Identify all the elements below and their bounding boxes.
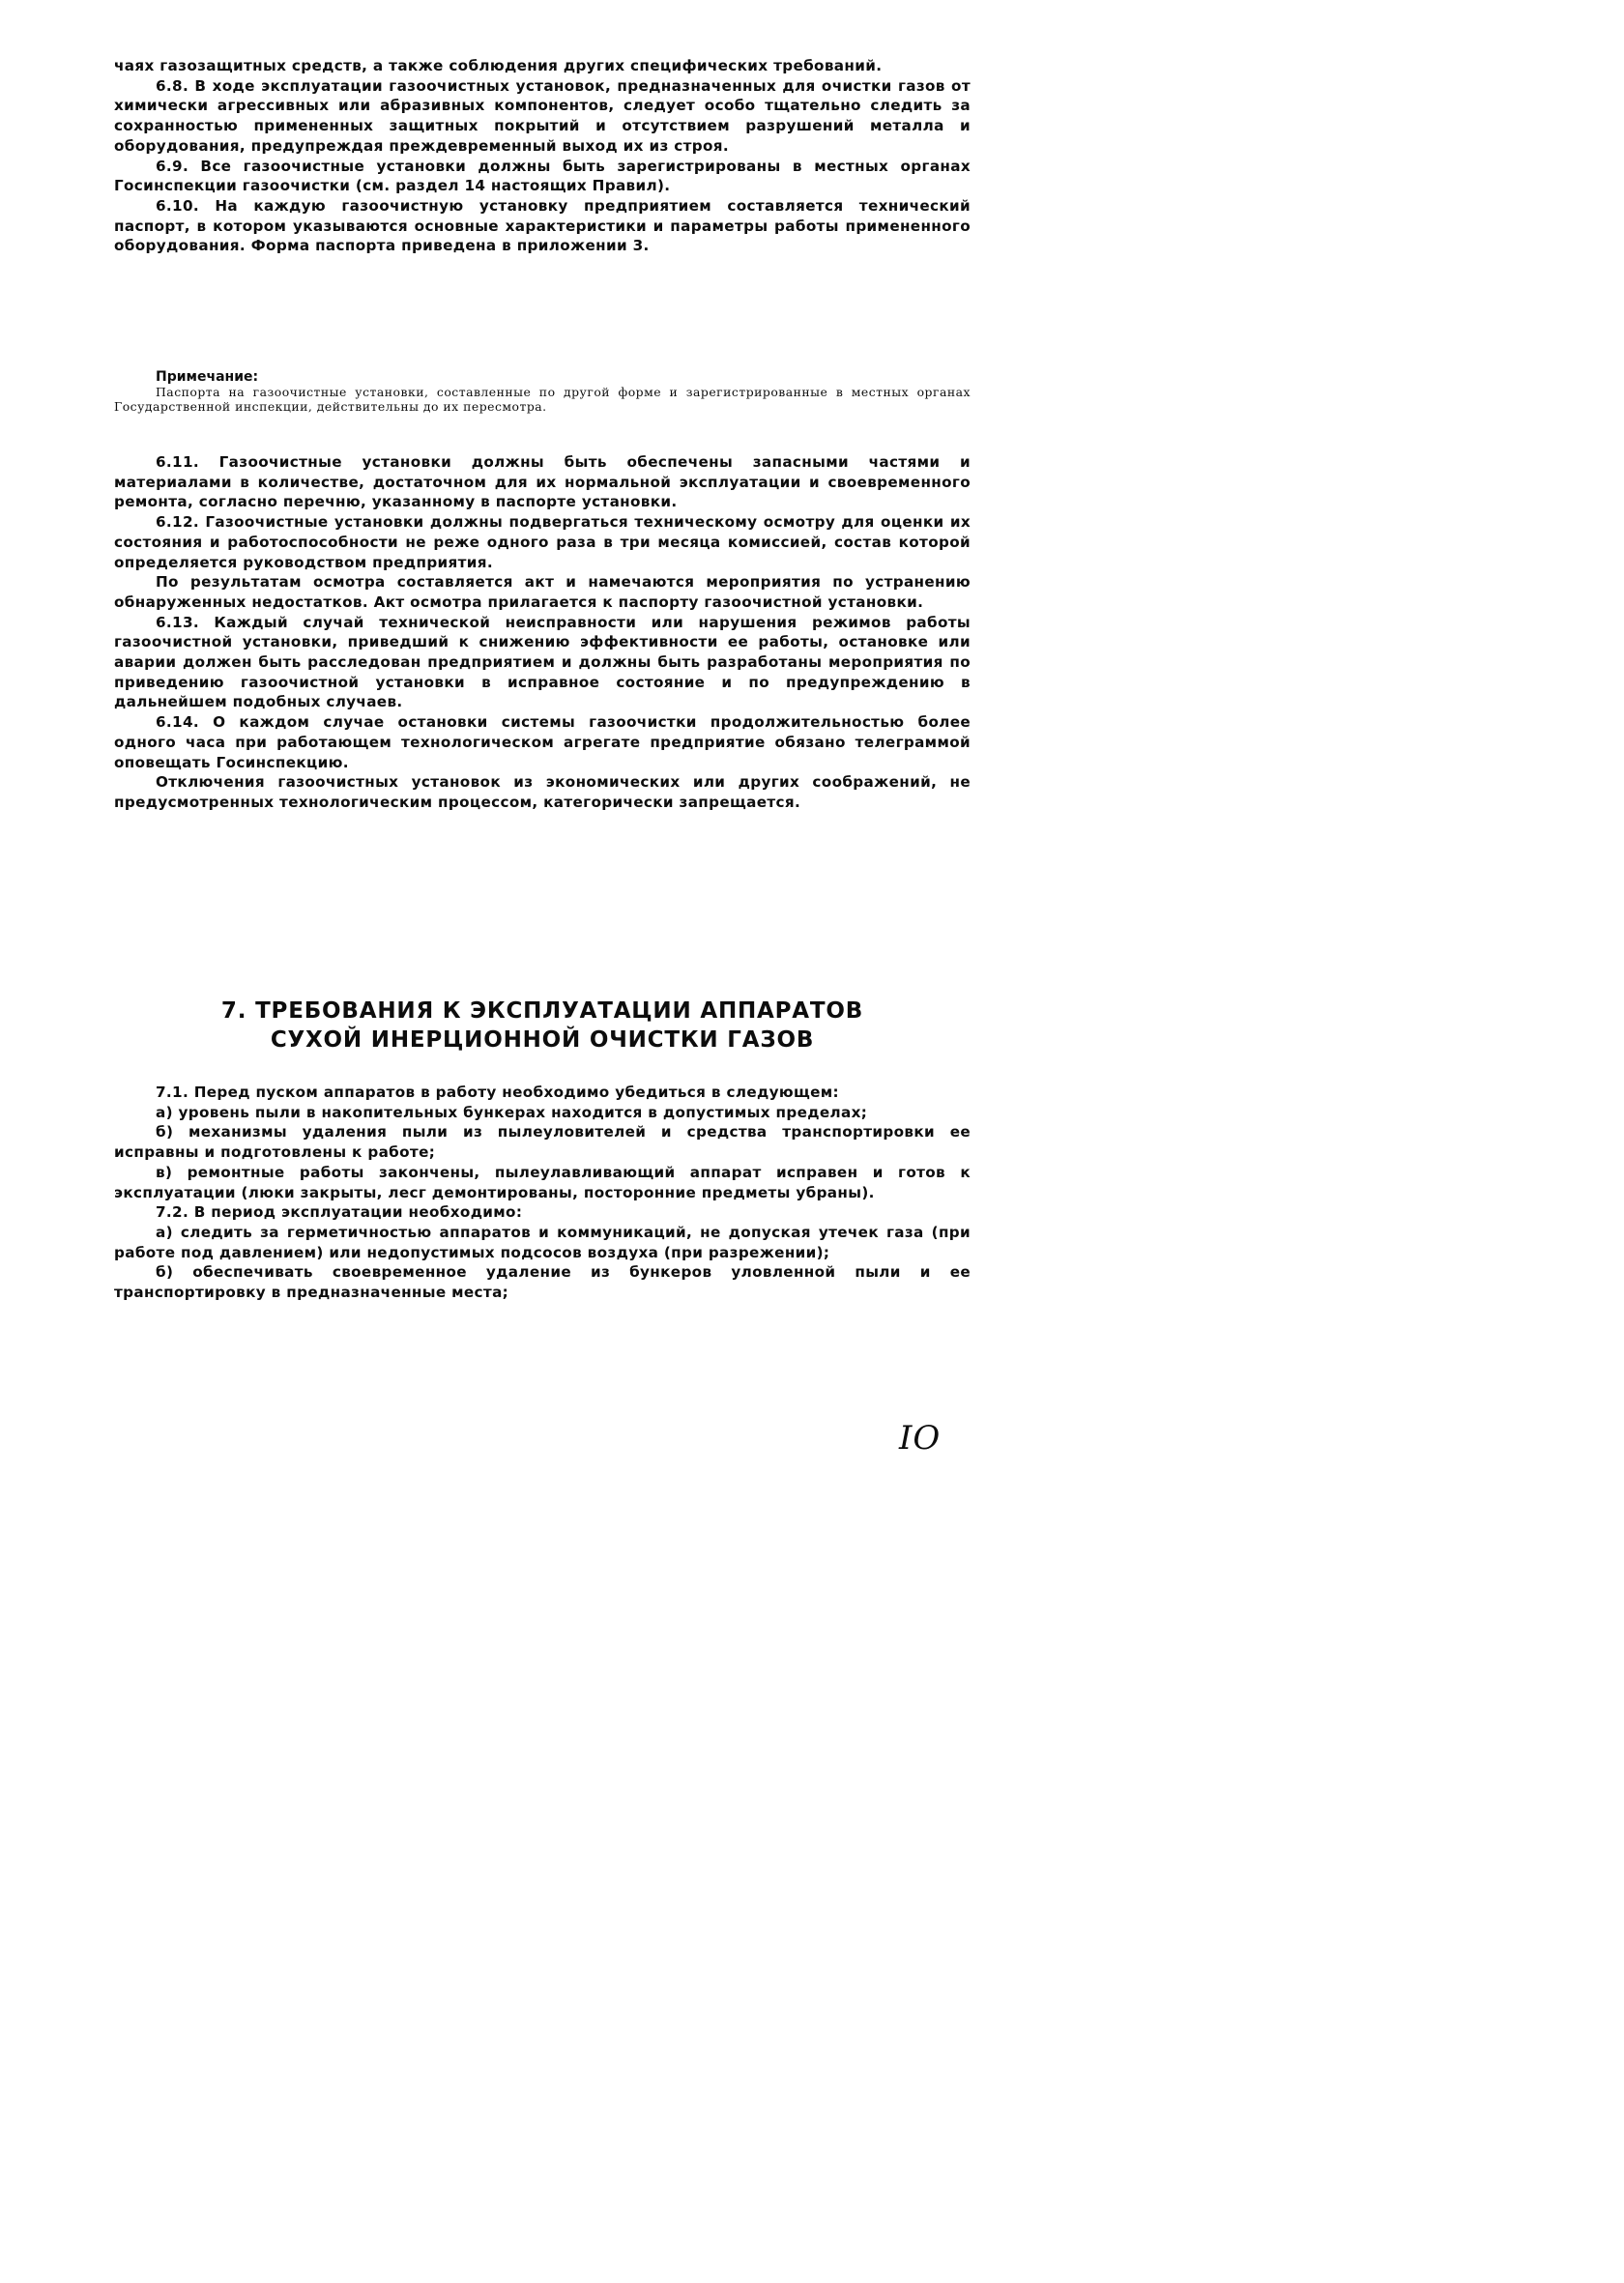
- item-7-2-b: б) обеспечивать своевременное удаление из бункеров уловленной пыли и ее транспортировку в предназначенные места;: [114, 1263, 971, 1302]
- paragraph-6-8: 6.8. В ходе эксплуатации газоочистных установок, предназначенных для очистки газов от химически агрессивных или абразивных компонентов, следует особо тщательно следить за сохранностью примененных защитных покрытий и отсутствием разрушений металла и оборудования, предупреждая преждевременный выход их из строя.: [114, 76, 971, 155]
- paragraph-6-10: 6.10. На каждую газоочистную установку предприятием составляется технический паспорт, в котором указываются основные характеристики и параметры работы примененного оборудования. Форма паспорта приведена в приложении 3.: [114, 196, 971, 255]
- paragraph-6-14-b: Отключения газоочистных установок из экономических или других соображений, не предусмотренных технологическим процессом, категорически запрещается.: [114, 773, 971, 811]
- note-text: Паспорта на газоочистные установки, составленные по другой форме и зарегистрированные в местных органах Государственной инспекции, действительны до их пересмотра.: [114, 385, 971, 414]
- paragraph-6-12: 6.12. Газоочистные установки должны подвергаться техническому осмотру для оценки их состояния и работоспособности не реже одного раза в три месяца комиссией, состав которой определяется руководством предприятия.: [114, 513, 971, 571]
- item-7-1-b: б) механизмы удаления пыли из пылеуловителей и средства транспортировки ее исправны и подготовлены к работе;: [114, 1123, 971, 1162]
- section-7-heading-line-1: 7. ТРЕБОВАНИЯ К ЭКСПЛУАТАЦИИ АППАРАТОВ: [220, 998, 864, 1024]
- paragraph-6-9: 6.9. Все газоочистные установки должны быть зарегистрированы в местных органах Госинспекции газоочистки (см. раздел 14 настоящих Правил).: [114, 157, 971, 195]
- middle-paragraphs: [114, 452, 971, 813]
- paragraph-6-14: 6.14. О каждом случае остановки системы газоочистки продолжительностью более одного часа при работающем технологическом агрегате предприятие обязано телеграммой оповещать Госинспекцию.: [114, 713, 971, 771]
- top-paragraphs: [114, 56, 971, 256]
- page-number: IO: [899, 1419, 942, 1458]
- paragraph-6-12-b: По результатам осмотра составляется акт и намечаются мероприятия по устранению обнаруженных недостатков. Акт осмотра прилагается к паспорту газоочистной установки.: [114, 573, 971, 611]
- paragraph-7-2: 7.2. В период эксплуатации необходимо:: [156, 1203, 523, 1222]
- paragraph-6-13: 6.13. Каждый случай технической неисправности или нарушения режимов работы газоочистной установки, приведший к снижению эффективности ее работы, остановке или аварии должен быть расследован предприятием и должны быть разработаны мероприятия по приведению газоочистной установки в исправное состояние и по предупреждению в дальнейшем подобных случаев.: [114, 613, 971, 711]
- section-7-heading: [114, 997, 971, 1055]
- paragraph-7-1: 7.1. Перед пуском аппаратов в работу необходимо убедиться в следующем:: [156, 1084, 839, 1101]
- paragraph-6-11: 6.11. Газоочистные установки должны быть обеспечены запасными частями и материалами в количестве, достаточном для их нормальной эксплуатации и своевременного ремонта, согласно перечню, указанному в паспорте установки.: [114, 453, 971, 511]
- item-7-1-a: а) уровень пыли в накопительных бункерах находится в допустимых пределах;: [156, 1103, 868, 1121]
- note-block: [114, 368, 971, 414]
- item-7-2-a: а) следить за герметичностью аппаратов и коммуникаций, не допуская утечек газа (при работе под давлением) или недопустимых подсосов воздуха (при разрежении);: [114, 1223, 971, 1261]
- section-7-heading-line-2: СУХОЙ ИНЕРЦИОННОЙ ОЧИСТКИ ГАЗОВ: [270, 1027, 815, 1053]
- bottom-paragraphs: [114, 1083, 971, 1303]
- document-page: [0, 0, 1066, 1512]
- note-title: Примечание:: [156, 369, 259, 385]
- item-7-1-c: в) ремонтные работы закончены, пылеулавливающий аппарат исправен и готов к эксплуатации (люки закрыты, лесг демонтированы, посторонние предметы убраны).: [114, 1163, 971, 1201]
- paragraph-6-7-tail: чаях газозащитных средств, а также соблюдения других специфических требований.: [114, 57, 883, 74]
